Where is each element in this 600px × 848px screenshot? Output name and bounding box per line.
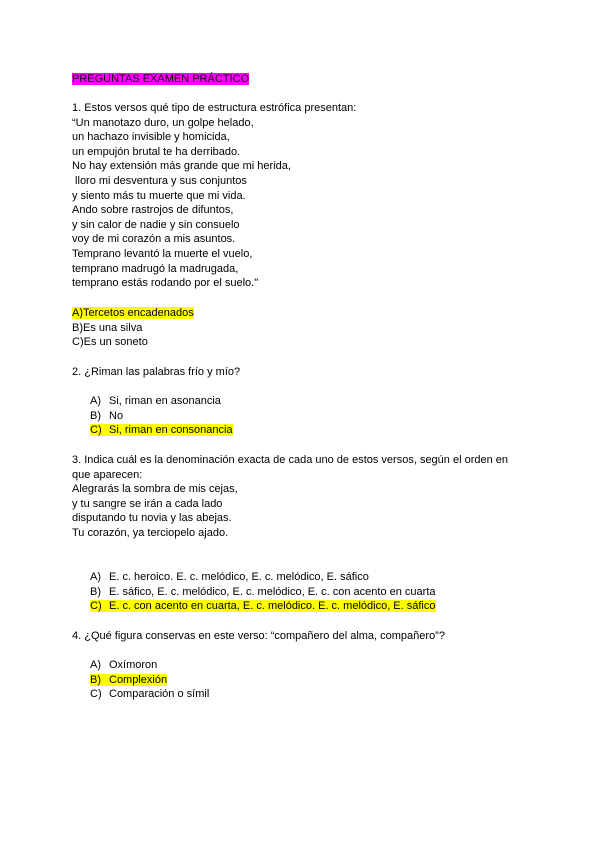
question-2-options	[90, 394, 233, 438]
question-1-options	[72, 306, 194, 350]
question-4-options	[90, 658, 209, 702]
q2-option-b[interactable]: B) No	[90, 409, 124, 422]
poem-line: y siento más tu muerte que mi vida.	[72, 189, 246, 202]
q1-option-a-correct[interactable]: A)Tercetos encadenados	[72, 307, 194, 319]
q3-option-a[interactable]: A) E. c. heroico. E. c. melódico, E. c. melódico, E. sáfico	[90, 571, 369, 583]
question-3-text-line1: 3. Indica cuál es la denominación exacta de cada uno de estos versos, según el orden en	[72, 454, 509, 466]
question-3	[72, 453, 508, 541]
poem-line: Temprano levantó la muerte el vuelo,	[72, 247, 253, 260]
q4-option-a[interactable]: A) Oxímoron	[90, 659, 158, 671]
question-2	[72, 365, 240, 380]
page-title	[72, 72, 249, 86]
poem-line: Ando sobre rastrojos de difuntos,	[72, 204, 234, 217]
question-2-text: 2. ¿Riman las palabras frío y mío?	[72, 366, 241, 378]
question-3-text-line2: que aparecen:	[72, 468, 143, 481]
poem-line: un hachazo invisible y homicida,	[72, 131, 230, 144]
q1-option-c[interactable]: C)Es un soneto	[72, 336, 148, 349]
q1-option-b[interactable]: B)Es una silva	[72, 321, 143, 334]
verse-line: Alegrarás la sombra de mis cejas,	[72, 483, 238, 496]
poem-line: lloro mi desventura y sus conjuntos	[72, 174, 247, 187]
poem-line: “Un manotazo duro, un golpe helado,	[72, 116, 254, 129]
q4-option-b-correct[interactable]: B) Complexión	[90, 673, 168, 686]
poem-line: No hay extensión más grande que mi herida,	[72, 160, 291, 173]
verse-line: Tu corazón, ya terciopelo ajado.	[72, 526, 229, 539]
q4-option-c[interactable]: C) Comparación o símil	[90, 688, 210, 701]
question-4	[72, 629, 445, 644]
q2-option-c-correct[interactable]: C) Si, riman en consonancia	[90, 424, 233, 437]
poem-line: un empujón brutal te ha derribado.	[72, 145, 241, 158]
verse-line: y tu sangre se irán a cada lado	[72, 497, 223, 510]
poem-line: temprano madrugó la madrugada,	[72, 262, 239, 275]
q3-option-b[interactable]: B) E. sáfico, E. c. melódico, E. c. melódico, E. c. con acento en cuarta	[90, 585, 436, 598]
poem-line: voy de mi corazón a mis asuntos.	[72, 233, 236, 246]
question-4-text: 4. ¿Qué figura conservas en este verso: “compañero del alma, compañero”?	[72, 630, 445, 642]
page-title-text: PREGUNTAS EXAMEN PRÁCTICO	[72, 73, 250, 85]
poem-line: temprano estás rodando por el suelo."	[72, 277, 259, 290]
question-1-text: 1. Estos versos qué tipo de estructura estrófica presentan:	[72, 102, 357, 114]
poem-line: y sin calor de nadie y sin consuelo	[72, 218, 240, 231]
question-3-options	[90, 570, 436, 614]
q3-option-c-correct[interactable]: C) E. c. con acento en cuarta, E. c. melódico. E. c. melódico, E. sáfico	[90, 600, 436, 613]
q2-option-a[interactable]: A) Si, riman en asonancia	[90, 395, 221, 407]
verse-line: disputando tu novia y las abejas.	[72, 512, 232, 525]
question-1	[72, 101, 356, 291]
